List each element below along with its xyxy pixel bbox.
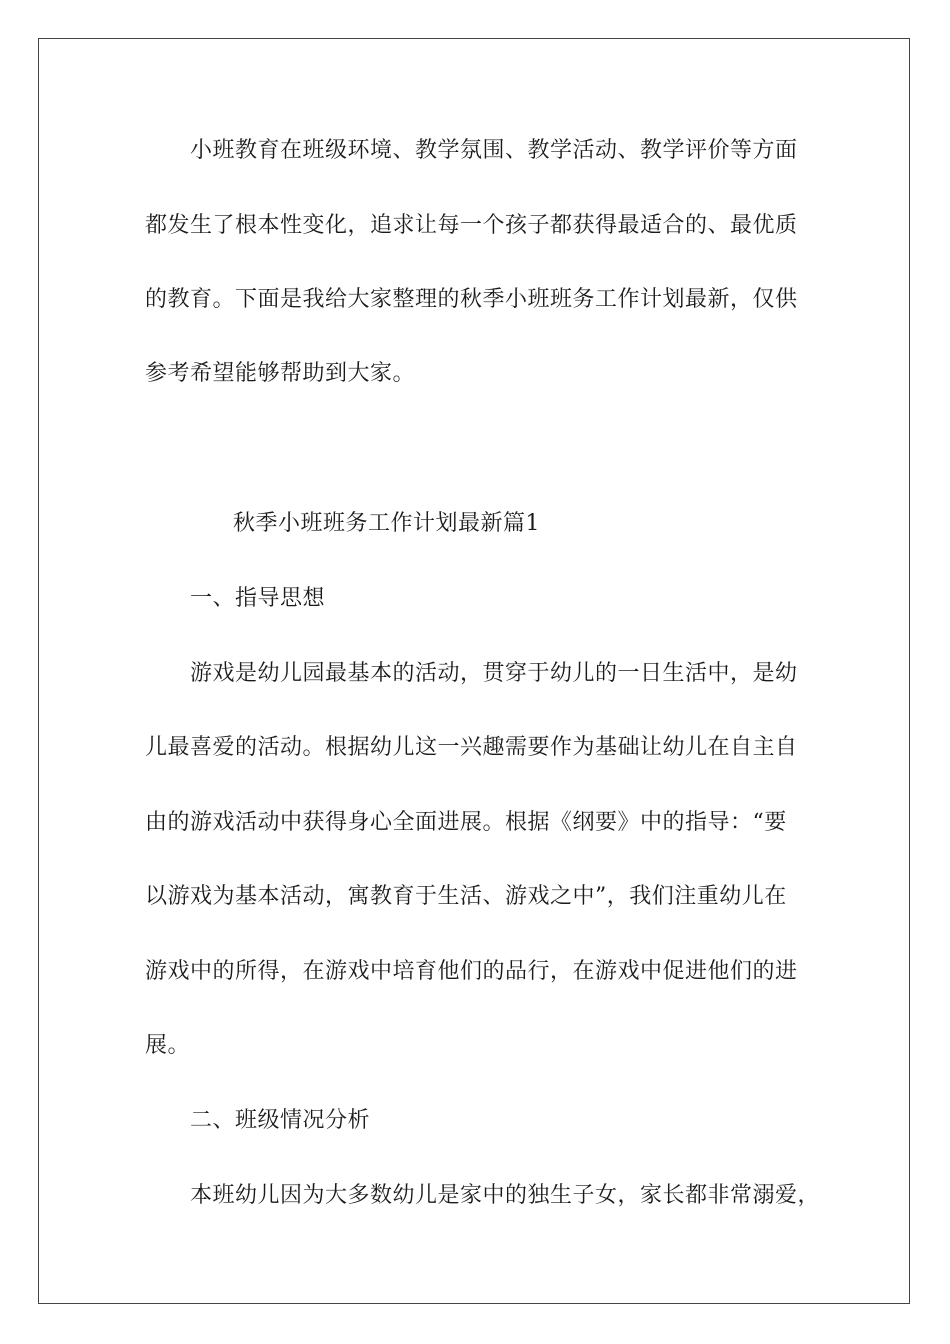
- intro-line-1: 小班教育在班级环境、教学氛围、教学活动、教学评价等方面: [190, 138, 798, 163]
- document-title: 秋季小班班务工作计划最新篇1: [233, 511, 540, 536]
- intro-line-2: 都发生了根本性变化，追求让每一个孩子都获得最适合的、最优质: [145, 213, 798, 238]
- section2-heading: 二、班级情况分析: [190, 1108, 371, 1133]
- section1-line-2: 儿最喜爱的活动。根据幼儿这一兴趣需要作为基础让幼儿在自主自: [145, 735, 798, 760]
- section1-line-4: 以游戏为基本活动，寓教育于生活、游戏之中”，我们注重幼儿在: [145, 884, 787, 909]
- section2-line-1: 本班幼儿因为大多数幼儿是家中的独生子女，家长都非常溺爱，: [190, 1183, 821, 1208]
- section1-line-3: 由的游戏活动中获得身心全面进展。根据《纲要》中的指导：“要: [145, 810, 787, 835]
- section1-line-1: 游戏是幼儿园最基本的活动，贯穿于幼儿的一日生活中，是幼: [190, 661, 798, 686]
- intro-line-4: 参考希望能够帮助到大家。: [145, 361, 416, 386]
- section1-line-5: 游戏中的所得，在游戏中培育他们的品行，在游戏中促进他们的进: [145, 959, 798, 984]
- section1-line-6: 展。: [145, 1033, 191, 1058]
- section1-heading: 一、指导思想: [190, 586, 326, 611]
- intro-line-3: 的教育。下面是我给大家整理的秋季小班班务工作计划最新，仅供: [145, 287, 798, 312]
